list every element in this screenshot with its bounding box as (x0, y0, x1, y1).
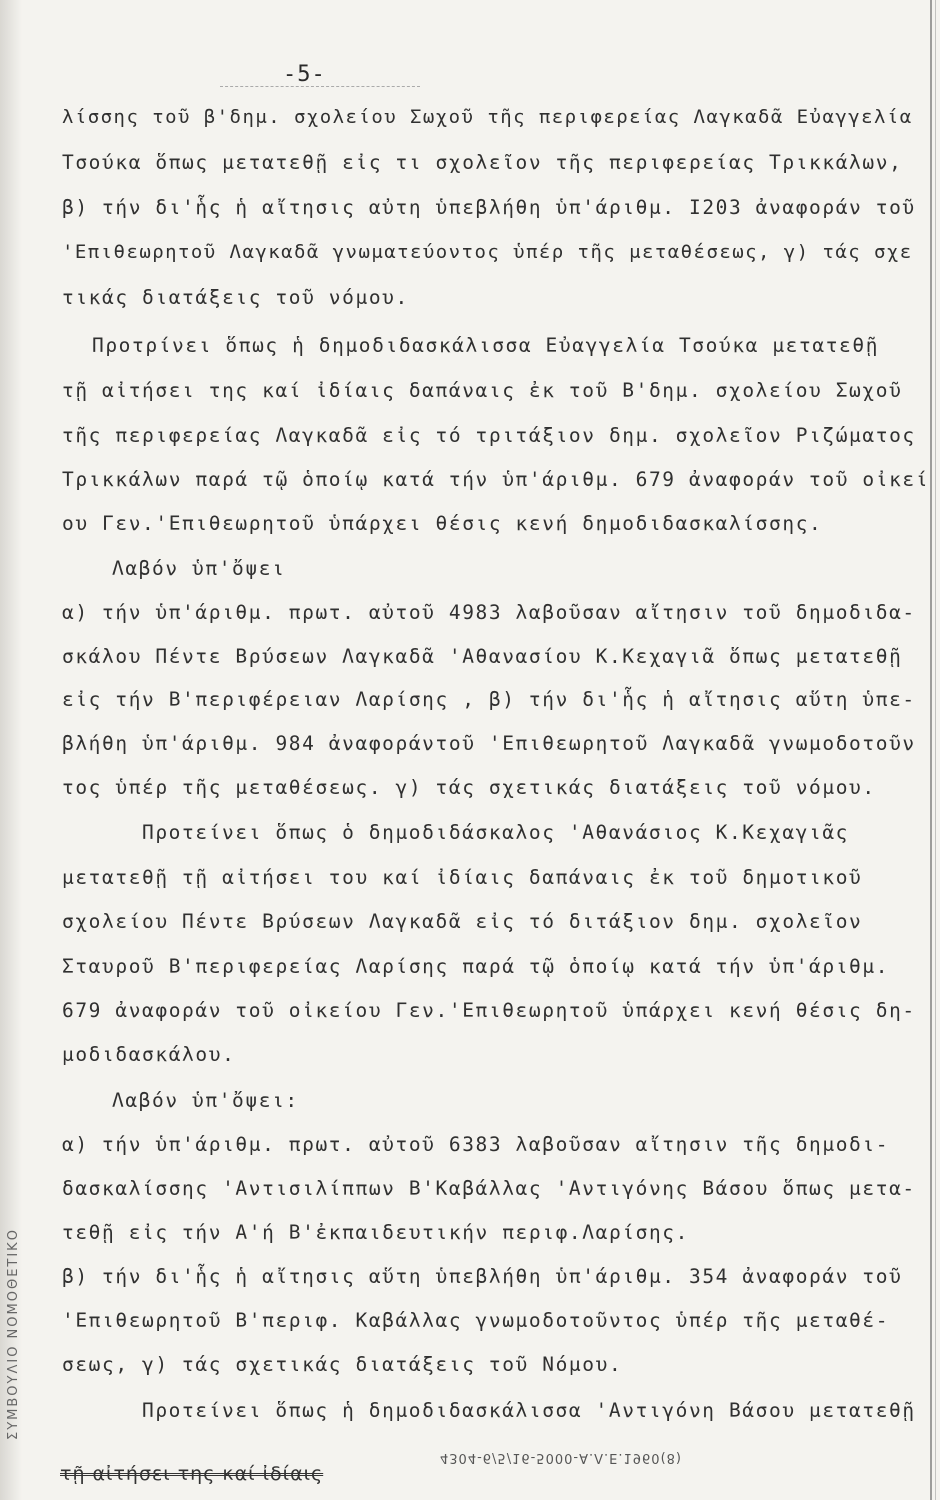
struck-through-text: τῇ αἰτήσει της καί ἰδίαις (60, 1463, 324, 1485)
text-line: λίσσης τοῦ β'δημ. σχολείου Σωχοῦ τῆς περιφερείας Λαγκαδᾶ Εὐαγγελία (62, 106, 913, 128)
text-line: σκάλου Πέντε Βρύσεων Λαγκαδᾶ 'Αθανασίου Κ.Κεχαγιᾶ ὅπως μετατεθῇ (62, 645, 903, 668)
text-line: Σταυροῦ Β'περιφερείας Λαρίσης παρά τῷ ὁποίῳ κατά τήν ὑπ'άριθμ. (62, 955, 890, 978)
text-line: εἰς τήν Β'περιφέρειαν Λαρίσης , β) τήν δι'ἧς ἡ αἴτησις αὕτη ὑπε- (62, 688, 916, 711)
text-line: μοδιδασκάλου. (62, 1043, 236, 1066)
text-line: Λαβόν ὑπ'ὄψει: (112, 1089, 299, 1112)
text-line: 'Επιθεωρητοῦ Β'περιφ. Καβάλλας γνωμοδοτοῦντος ὑπέρ τῆς μεταθέ- (62, 1309, 890, 1332)
scan-right-edge-inner (935, 0, 936, 1500)
text-line: Προτείνει ὅπως ἡ δημοδιδασκάλισσα 'Αντιγόνη Βάσου μετατεθῇ (142, 1399, 916, 1422)
text-line: βλήθη ὑπ'άριθμ. 984 ἀναφοράντοῦ 'Επιθεωρητοῦ Λαγκαδᾶ γνωμοδοτοῦν (62, 732, 916, 755)
page-number: -5- (283, 62, 326, 87)
text-line: Προτείνει ὅπως ὁ δημοδιδάσκαλος 'Αθανάσιος Κ.Κεχαγιᾶς (142, 821, 850, 844)
text-line: β) τήν δι'ἧς ἡ αἴτησις αὕτη ὑπεβλήθη ὑπ'άριθμ. 354 ἀναφοράν τοῦ (62, 1265, 903, 1288)
text-line: β) τήν δι'ἧς ἡ αἴτησις αὐτη ὑπεβλήθη ὑπ'άριθμ. I203 ἀναφοράν τοῦ (62, 196, 916, 219)
text-line: τῆς περιφερείας Λαγκαδᾶ εἰς τό τριτάξιον δημ. σχολεῖον Ριζώματος (62, 424, 916, 447)
text-line: α) τήν ὑπ'άριθμ. πρωτ. αὐτοῦ 4983 λαβοῦσαν αἴτησιν τοῦ δημοδιδα- (62, 601, 916, 624)
text-line: ου Γεν.'Επιθεωρητοῦ ὑπάρχει θέσις κενή δημοδιδασκαλίσσης. (62, 512, 823, 535)
text-line: μετατεθῇ τῇ αἰτήσει του καί ἰδίαις δαπάναις ἐκ τοῦ δημοτικοῦ (62, 866, 863, 889)
text-line: τῇ αἰτήσει της καί ἰδίαις δαπάναις ἐκ τοῦ Β'δημ. σχολείου Σωχοῦ (62, 379, 903, 402)
scan-right-edge (930, 0, 932, 1500)
text-line: Τσούκα ὅπως μετατεθῇ εἰς τι σχολεῖον τῆς περιφερείας Τρικκάλων, (62, 151, 903, 174)
text-line: τικάς διατάξεις τοῦ νόμου. (62, 286, 409, 309)
text-line: α) τήν ὑπ'άριθμ. πρωτ. αὐτοῦ 6383 λαβοῦσαν αἴτησιν τῆς δημοδι- (62, 1133, 890, 1156)
text-line: Λαβόν ὑπ'ὄψει (112, 557, 286, 580)
text-line: σχολείου Πέντε Βρύσεων Λαγκαδᾶ εἰς τό διτάξιον δημ. σχολεῖον (62, 910, 863, 933)
text-line: τεθῇ εἰς τήν Α'ή Β'ἐκπαιδευτικήν περιφ.Λαρίσης. (62, 1221, 689, 1244)
text-line: Προτρίνει ὅπως ἡ δημοδιδασκάλισσα Εὐαγγελία Τσούκα μετατεθῇ (92, 334, 880, 357)
binding-spine-text: ΣΥΜΒΟΥΛΙΟ ΝΟΜΟΘΕΤΙΚΟ (6, 1228, 21, 1440)
text-line: 'Επιθεωρητοῦ Λαγκαδᾶ γνωματεύοντος ὑπέρ τῆς μεταθέσεως, γ) τάς σχε (62, 241, 913, 263)
text-line: τος ὑπέρ τῆς μεταθέσεως. γ) τάς σχετικάς διατάξεις τοῦ νόμου. (62, 776, 876, 799)
text-line: Τρικκάλων παρά τῷ ὁποίῳ κατά τήν ὑπ'άριθμ. 679 ἀναφοράν τοῦ οἰκεί (62, 468, 930, 491)
text-line: σεως, γ) τάς σχετικάς διατάξεις τοῦ Νόμου. (62, 1353, 623, 1376)
text-line: 679 ἀναφοράν τοῦ οἰκείου Γεν.'Επιθεωρητοῦ ὑπάρχει κενή θέσις δη- (62, 999, 916, 1022)
text-line: δασκαλίσσης 'Αντισιλίππων Β'Καβάλλας 'Αντιγόνης Βάσου ὅπως μετα- (62, 1177, 916, 1200)
printer-stamp: 4304-6/5/16-5000-Α.Λ.Ε.1960(8) (440, 1450, 682, 1465)
